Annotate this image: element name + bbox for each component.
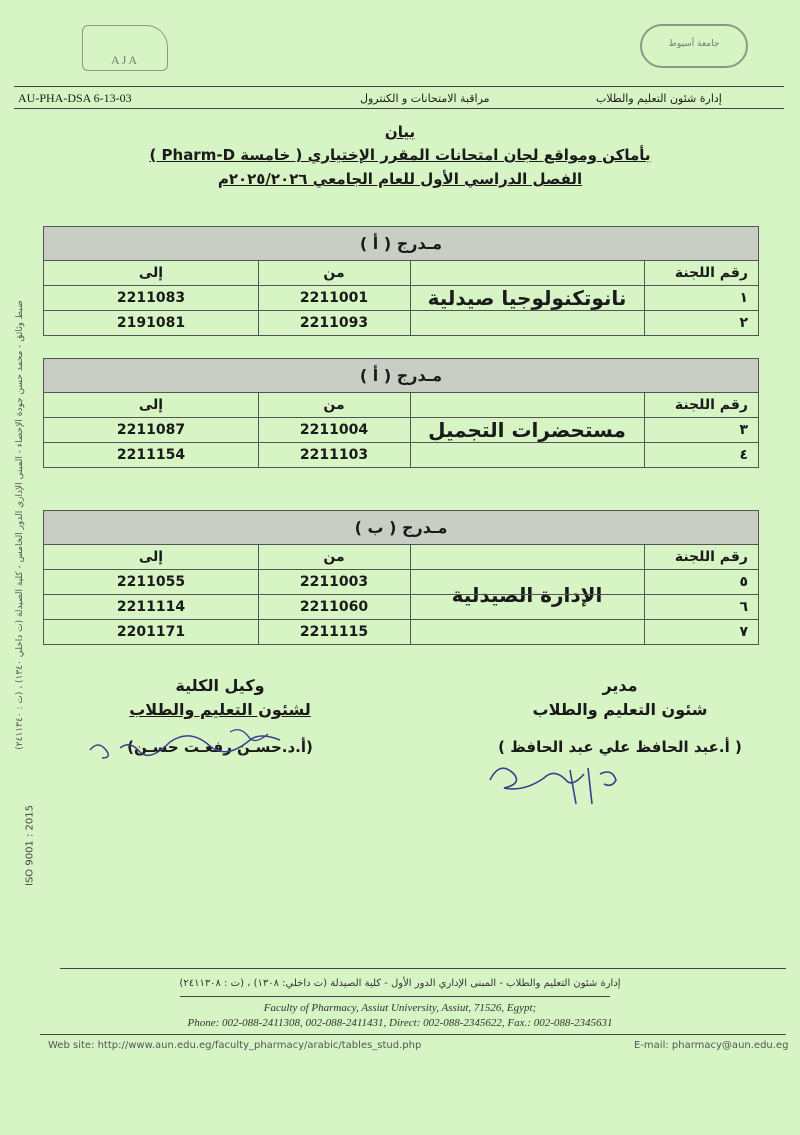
col-committee: رقم اللجنة [644,393,758,417]
col-from: من [258,261,411,285]
course-name: مستحضرات التجميل [428,418,626,442]
from-cell: 2211103 [258,443,411,467]
table-row [44,443,758,467]
to-cell: 2211083 [44,286,259,310]
table-row [44,311,758,335]
director-subtitle: شئون التعليم والطلاب [532,700,708,719]
page-title: بيان [384,123,416,141]
hall-block-3 [43,510,759,645]
director-name: ( أ.عبد الحافظ علي عبد الحافظ ) [498,738,742,756]
logo-left-text: AJA [110,53,139,67]
footer-address: Faculty of Pharmacy, Assiut University, Assiut, 71526, Egypt; [263,1002,537,1014]
from-cell: 2211003 [258,570,411,594]
from-cell: 2211060 [258,595,411,619]
to-cell: 2211114 [44,595,259,619]
header-right-text: إدارة شئون التعليم والطلاب [596,92,722,105]
footer-email[interactable]: E-mail: pharmacy@aun.edu.eg [634,1040,789,1051]
to-cell: 2211055 [44,570,259,594]
committee-cell: ١ [644,286,758,310]
col-to: إلى [44,545,259,569]
col-committee: رقم اللجنة [644,545,758,569]
vice-dean-title: وكيل الكلية [175,676,265,695]
to-cell: 2211154 [44,443,259,467]
col-from: من [258,393,411,417]
from-cell: 2211093 [258,311,411,335]
course-name: نانوتكنولوجيا صيدلية [427,286,627,310]
header-divider [14,86,784,87]
table-row [44,570,758,595]
director-signature [470,740,650,820]
committee-cell: ٣ [644,418,758,442]
committee-cell: ٢ [644,311,758,335]
footer-divider-2 [180,996,610,997]
header-divider-bottom [14,108,784,109]
hall-block-1 [43,226,759,336]
iso-label: ISO 9001 : 2015 [24,805,36,886]
hall-header: مـدرج ( أ ) [44,359,758,393]
from-cell: 2211004 [258,418,411,442]
from-cell: 2211001 [258,286,411,310]
column-header-row [44,393,758,418]
col-committee: رقم اللجنة [644,261,758,285]
vice-dean-signature [80,720,340,780]
footer-divider-3 [40,1034,786,1035]
hall-header: مـدرج ( ب ) [44,511,758,545]
footer-divider [60,968,786,969]
page-subtitle: بأماكن ومواقع لجان امتحانات المقرر الإختياري ( خامسة Pharm-D ) [149,146,651,164]
col-to: إلى [44,393,259,417]
university-logo-right [640,24,748,68]
committee-cell: ٥ [644,570,758,594]
col-to: إلى [44,261,259,285]
hall-block-2 [43,358,759,468]
document-code: AU-PHA-DSA 6-13-03 [18,91,132,105]
column-header-row [44,545,758,570]
committee-cell: ٤ [644,443,758,467]
footer-website[interactable]: Web site: http://www.aun.edu.eg/faculty_pharmacy/arabic/tables_stud.php [48,1040,422,1051]
logo-right-text: جامعة أسيوط [668,39,720,49]
hall-header: مـدرج ( أ ) [44,227,758,261]
header-center-text: مراقبة الامتحانات و الكنترول [360,92,490,105]
table-row [44,620,758,644]
table-row [44,595,758,620]
from-cell: 2211115 [258,620,411,644]
to-cell: 2211087 [44,418,259,442]
col-from: من [258,545,411,569]
table-row [44,418,758,443]
university-logo-left [82,25,168,71]
committee-cell: ٦ [644,595,758,619]
to-cell: 2201171 [44,620,259,644]
table-row [44,286,758,311]
column-header-row [44,261,758,286]
course-name: الإدارة الصيدلية [451,582,603,607]
vice-dean-name: (أ.د.حسـن رفعـت حسـن) [127,738,313,756]
to-cell: 2191081 [44,311,259,335]
semester-line: الفصل الدراسي الأول للعام الجامعي ٢٠٢٥/٢٠٢٦م [217,170,583,188]
director-title: مدير [602,676,638,695]
footer-arabic: إدارة شئون التعليم والطلاب - المبنى الإداري الدور الأول - كلية الصيدلة (ت داخلي: ١٣٠٨) ، (ت : ٢٤١١٣٠٨) [179,978,621,989]
committee-cell: ٧ [644,620,758,644]
side-margin-text: ضبط وثائق - محمد حسن جودة الإحصاء - المبنى الإداري الدور الخامس - كلية الصيدلة (ت داخلي ١٣٤٠) ، (ت : ٢٤١١٣٤٠) [15,300,25,750]
footer-phones: Phone: 002-088-2411308, 002-088-2411431, Direct: 002-088-2345622, Fax.: 002-088-2345631 [187,1017,613,1029]
vice-dean-subtitle: لشئون التعليم والطلاب [129,700,311,719]
